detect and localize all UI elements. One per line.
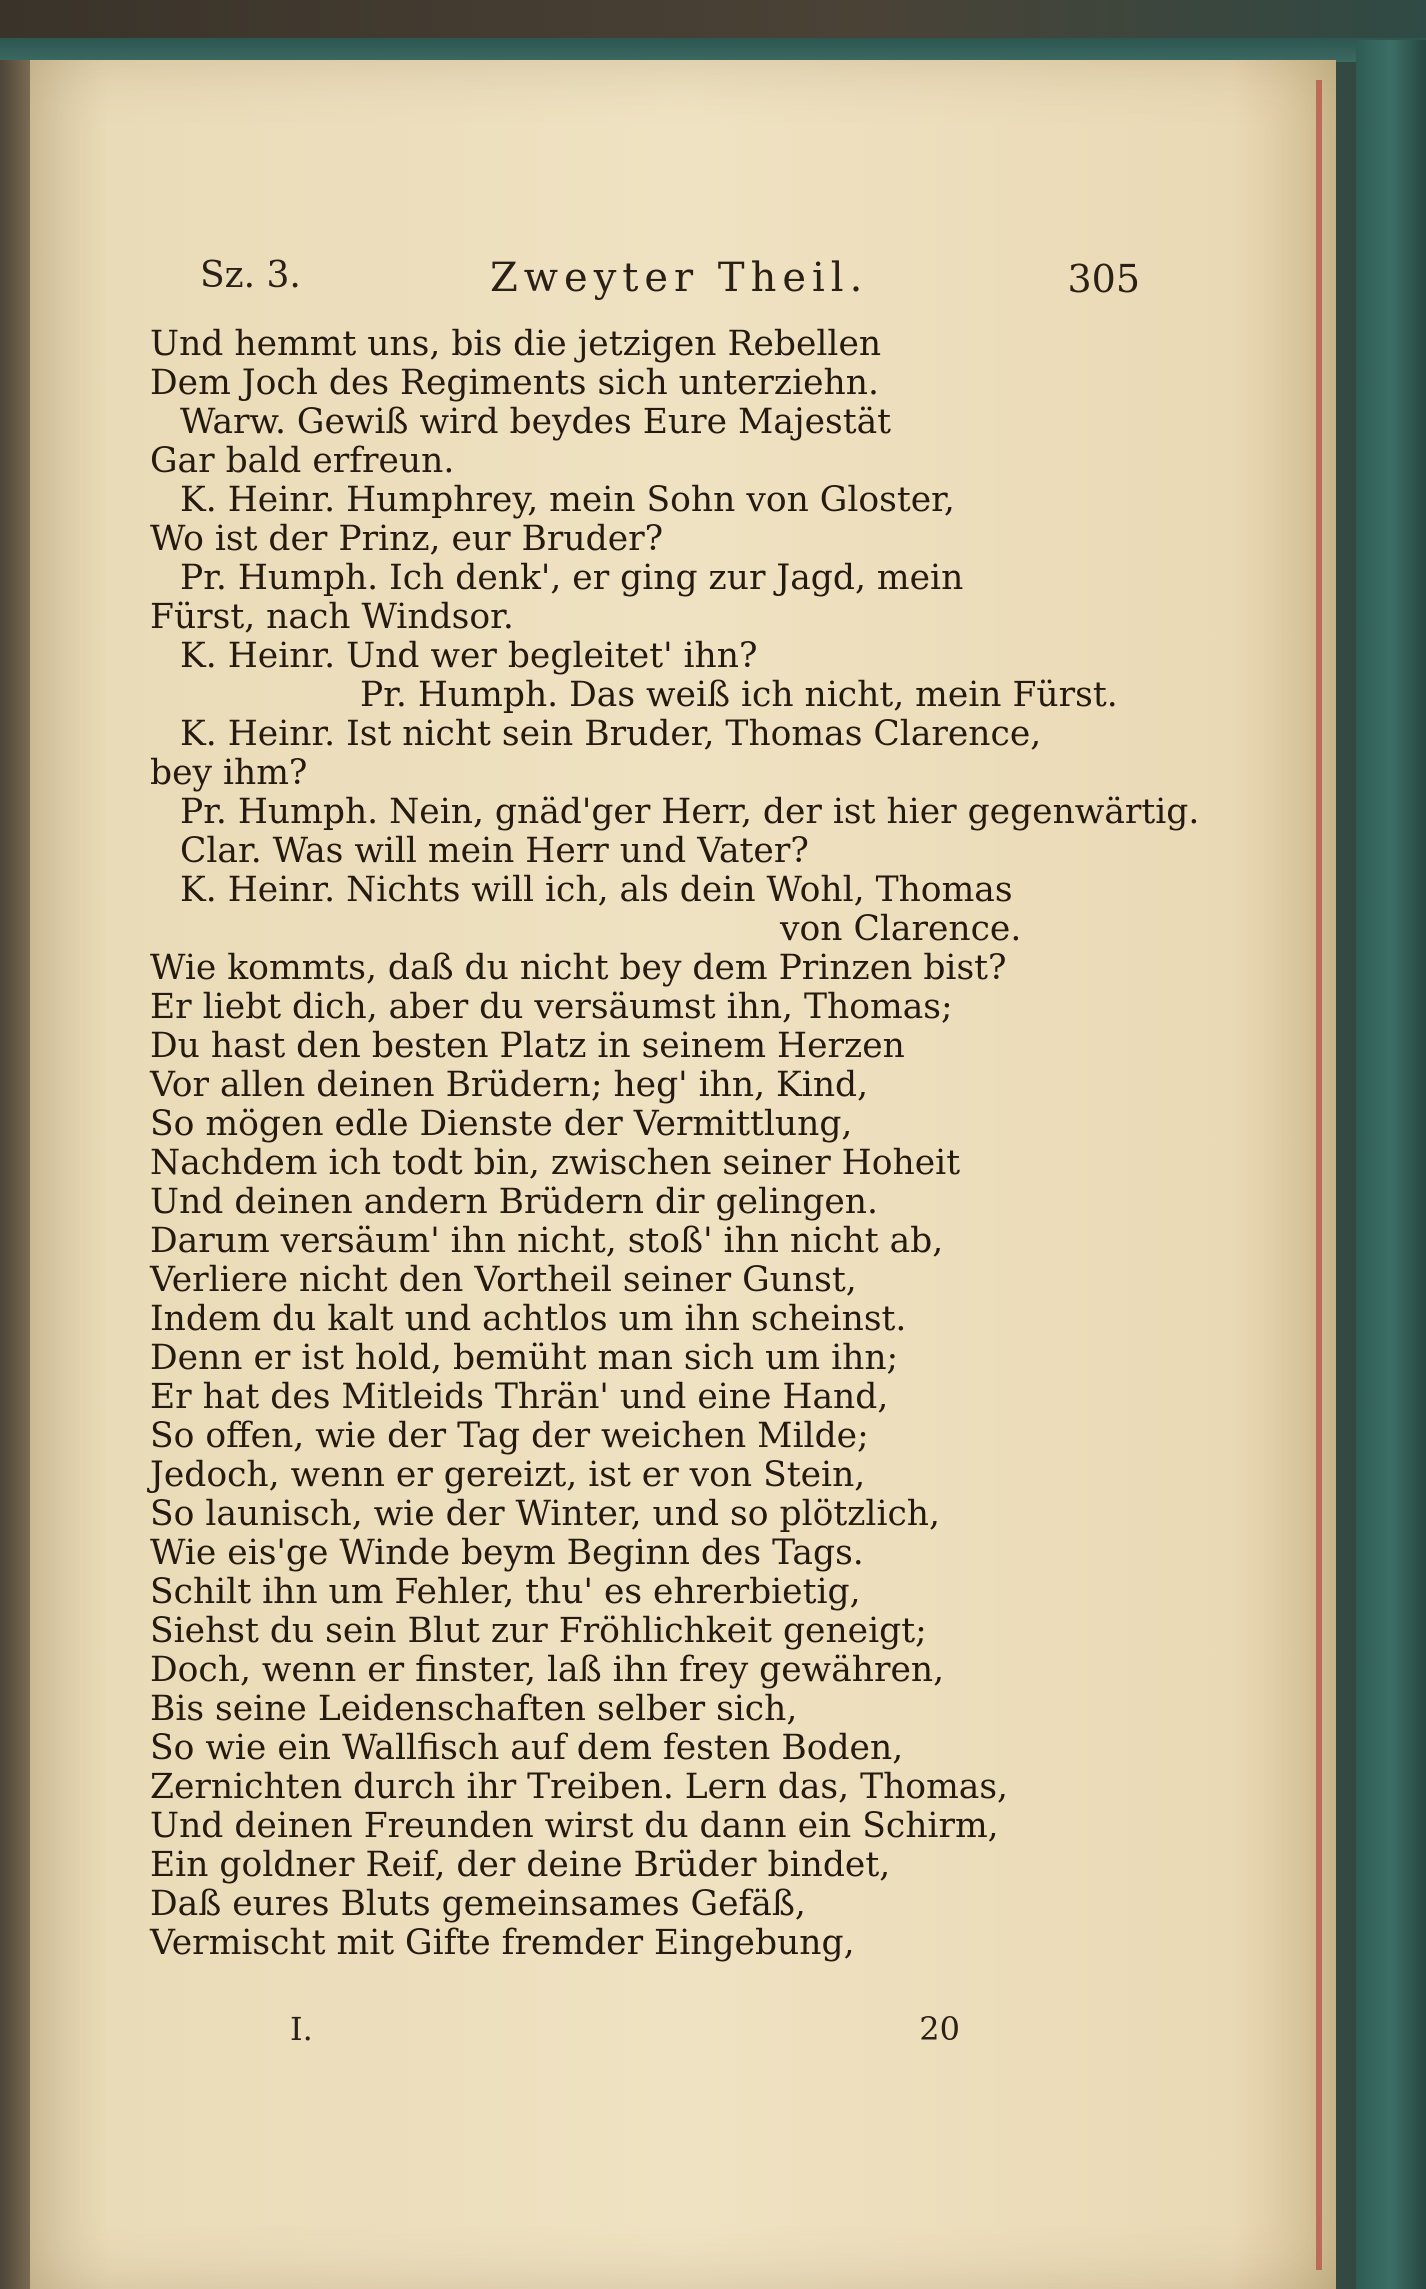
text-line: Verliere nicht den Vortheil seiner Gunst, — [150, 1260, 857, 1300]
text-line: Du hast den besten Platz in seinem Herzen — [150, 1026, 905, 1066]
text-line: Pr. Humph. Nein, gnäd'ger Herr, der ist hier gegenwärtig. — [180, 792, 1200, 832]
page-number: 305 — [1067, 257, 1140, 301]
text-line: Und hemmt uns, bis die jetzigen Rebellen — [150, 324, 882, 364]
previous-page-edge — [0, 60, 30, 2289]
text-line: Wo ist der Prinz, eur Bruder? — [150, 519, 664, 559]
text-line: Er hat des Mitleids Thrän' und eine Hand, — [150, 1377, 889, 1417]
text-line: von Clarence. — [780, 909, 1022, 949]
text-line: Schilt ihn um Fehler, thu' es ehrerbietig, — [150, 1572, 861, 1612]
text-line: Indem du kalt und achtlos um ihn scheinst. — [150, 1299, 907, 1339]
text-line: Und deinen Freunden wirst du dann ein Schirm, — [150, 1806, 999, 1846]
text-line: K. Heinr. Ist nicht sein Bruder, Thomas Clarence, — [180, 714, 1042, 754]
text-line: Vor allen deinen Brüdern; heg' ihn, Kind, — [150, 1065, 869, 1105]
text-line: So launisch, wie der Winter, und so plötzlich, — [150, 1494, 940, 1534]
page-footer — [200, 2010, 960, 2060]
text-line: Zernichten durch ihr Treiben. Lern das, Thomas, — [150, 1767, 1009, 1807]
text-line: Siehst du sein Blut zur Fröhlichkeit geneigt; — [150, 1611, 927, 1651]
text-line: Und deinen andern Brüdern dir gelingen. — [150, 1182, 878, 1222]
running-title: Zweyter Theil. — [490, 255, 869, 301]
text-line: Bis seine Leidenschaften selber sich, — [150, 1689, 798, 1729]
signature-mark: I. — [290, 2010, 313, 2048]
scene-label: Sz. 3. — [200, 255, 301, 296]
text-line: Wie kommts, daß du nicht bey dem Prinzen bist? — [150, 948, 1007, 988]
text-line: Wie eis'ge Winde beym Beginn des Tags. — [150, 1533, 864, 1573]
text-line: So wie ein Wallfisch auf dem festen Boden, — [150, 1728, 904, 1768]
text-line: K. Heinr. Humphrey, mein Sohn von Gloster, — [180, 480, 955, 520]
text-line: Pr. Humph. Ich denk', er ging zur Jagd, mein — [180, 558, 964, 598]
text-line: K. Heinr. Und wer begleitet' ihn? — [180, 636, 758, 676]
cover-right-edge — [1356, 40, 1426, 2289]
text-line: Darum versäum' ihn nicht, stoß' ihn nicht ab, — [150, 1221, 944, 1261]
text-line: So offen, wie der Tag der weichen Milde; — [150, 1416, 869, 1456]
text-line: Daß eures Bluts gemeinsames Gefäß, — [150, 1884, 806, 1924]
page-red-edge — [1316, 80, 1322, 2270]
text-line: Warw. Gewiß wird beydes Eure Majestät — [180, 402, 892, 442]
cover-top-edge — [0, 38, 1426, 62]
text-line: Pr. Humph. Das weiß ich nicht, mein Fürst. — [360, 675, 1118, 715]
text-line: Nachdem ich todt bin, zwischen seiner Hoheit — [150, 1143, 961, 1183]
text-line: Doch, wenn er finster, laß ihn frey gewähren, — [150, 1650, 945, 1690]
text-line: Vermischt mit Gifte fremder Eingebung, — [150, 1923, 855, 1963]
running-header — [200, 255, 1140, 325]
text-line: Fürst, nach Windsor. — [150, 597, 514, 637]
text-line: K. Heinr. Nichts will ich, als dein Wohl, Thomas — [180, 870, 1013, 910]
text-line: So mögen edle Dienste der Vermittlung, — [150, 1104, 853, 1144]
body-text — [150, 324, 1200, 1963]
text-line: Gar bald erfreun. — [150, 441, 455, 481]
text-line: Er liebt dich, aber du versäumst ihn, Thomas; — [150, 987, 953, 1027]
text-line: Jedoch, wenn er gereizt, ist er von Stein, — [150, 1455, 866, 1495]
folio-number: 20 — [919, 2010, 960, 2048]
text-line: Denn er ist hold, bemüht man sich um ihn; — [150, 1338, 899, 1378]
text-line: bey ihm? — [150, 753, 308, 793]
text-line: Ein goldner Reif, der deine Brüder bindet, — [150, 1845, 891, 1885]
text-line: Dem Joch des Regiments sich unterziehn. — [150, 363, 879, 403]
text-line: Clar. Was will mein Herr und Vater? — [180, 831, 809, 871]
